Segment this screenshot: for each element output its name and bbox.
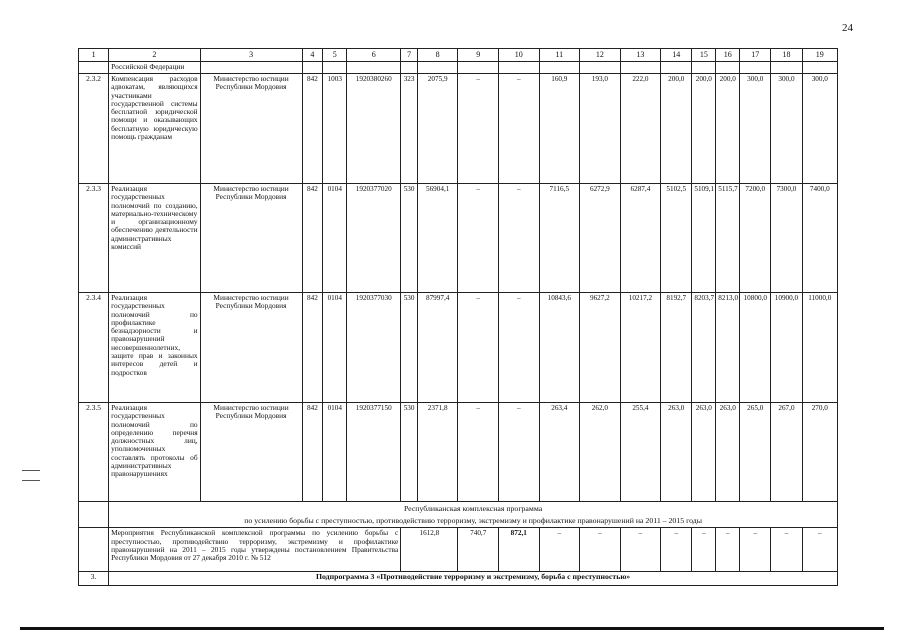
- cell-c11: 160,9: [539, 74, 580, 184]
- column-number: 2: [109, 49, 200, 62]
- cell-c5: 0104: [323, 403, 347, 502]
- cell-c7: 323: [401, 74, 418, 184]
- measures-dash: –: [740, 528, 771, 572]
- cell-c16: 8213,0: [716, 293, 740, 403]
- cell-c14: 8192,7: [661, 293, 692, 403]
- column-number: 8: [417, 49, 458, 62]
- cell-c17: 10800,0: [740, 293, 771, 403]
- budget-table: [78, 48, 838, 586]
- cell-c12: 193,0: [580, 74, 621, 184]
- cell-c11: 263,4: [539, 403, 580, 502]
- table-row: [79, 74, 838, 184]
- column-number: 16: [716, 49, 740, 62]
- cell-c15: 200,0: [692, 74, 716, 184]
- cell-c15: 263,0: [692, 403, 716, 502]
- cell-c16: 5115,7: [716, 184, 740, 293]
- program-title: [109, 502, 838, 528]
- column-number: 11: [539, 49, 580, 62]
- cell-c4: 842: [302, 403, 323, 502]
- column-number: 13: [620, 49, 661, 62]
- measure-name: Реализация государственных полномочий по определению перечня должностных лиц, уполномоченных составлять протоколы об административных правонарушениях: [109, 403, 200, 502]
- cell-c4: 842: [302, 184, 323, 293]
- cell-c14: 5102,5: [661, 184, 692, 293]
- measures-value: 872,1: [498, 528, 539, 572]
- cell-c17: 265,0: [740, 403, 771, 502]
- measures-value: 740,7: [458, 528, 499, 572]
- cell-c9: –: [458, 74, 499, 184]
- cell-c10: –: [498, 74, 539, 184]
- cell-c9: –: [458, 184, 499, 293]
- responsible-org: Министерство юстиции Республики Мордовия: [200, 184, 302, 293]
- column-number: 15: [692, 49, 716, 62]
- subprogram-title: Подпрограмма 3 «Противодействие терроризму и экстремизму, борьба с преступностью»: [109, 572, 838, 586]
- cell-c9: –: [458, 293, 499, 403]
- cell-c16: 263,0: [716, 403, 740, 502]
- table-row: [79, 293, 838, 403]
- measures-dash: –: [661, 528, 692, 572]
- cell-c10: –: [498, 293, 539, 403]
- carry-over-row: [79, 62, 838, 74]
- cell-c5: 0104: [323, 293, 347, 403]
- cell-c19: 7400,0: [802, 184, 837, 293]
- measures-total: 1612,8: [401, 528, 458, 572]
- column-number: 17: [740, 49, 771, 62]
- measures-dash: –: [620, 528, 661, 572]
- column-number: 4: [302, 49, 323, 62]
- cell-c5: 1003: [323, 74, 347, 184]
- column-number: 9: [458, 49, 499, 62]
- measure-name: Реализация государственных полномочий по профилактике безнадзорности и правонарушений несовершеннолетних, защите прав и законных интересов детей и подростков: [109, 293, 200, 403]
- row-number: 2.3.3: [79, 184, 109, 293]
- row-number: 2.3.2: [79, 74, 109, 184]
- margin-mark: [22, 480, 40, 481]
- cell-c11: 7116,5: [539, 184, 580, 293]
- row-number: 2.3.4: [79, 293, 109, 403]
- column-number: 5: [323, 49, 347, 62]
- responsible-org: Министерство юстиции Республики Мордовия: [200, 74, 302, 184]
- cell-c14: 263,0: [661, 403, 692, 502]
- cell-c7: 530: [401, 184, 418, 293]
- cell-c14: 200,0: [661, 74, 692, 184]
- measure-name: Реализация государственных полномочий по созданию, материально-техническому и организационному обеспечению деятельности административных комиссий: [109, 184, 200, 293]
- cell-c15: 8203,7: [692, 293, 716, 403]
- table-row: [79, 184, 838, 293]
- cell-c8: 2075,9: [417, 74, 458, 184]
- cell-c10: –: [498, 184, 539, 293]
- measure-name: Компенсация расходов адвокатам, являющихся участниками государственной системы бесплатной юридической помощи и оказывающих бесплатную юридическую помощь гражданам: [109, 74, 200, 184]
- cell-c18: 267,0: [771, 403, 802, 502]
- page-bottom-rule: [20, 627, 884, 630]
- cell-c8: 56904,1: [417, 184, 458, 293]
- cell-c18: 300,0: [771, 74, 802, 184]
- column-number: 6: [347, 49, 401, 62]
- cell-c17: 7200,0: [740, 184, 771, 293]
- page-number: 24: [842, 22, 853, 34]
- column-number: 3: [200, 49, 302, 62]
- column-number: 1: [79, 49, 109, 62]
- cell-c12: 6272,9: [580, 184, 621, 293]
- subprogram-row: [79, 572, 838, 586]
- carry-over-text: Российской Федерации: [109, 62, 200, 74]
- responsible-org: Министерство юстиции Республики Мордовия: [200, 403, 302, 502]
- cell-c19: 270,0: [802, 403, 837, 502]
- cell-c4: 842: [302, 74, 323, 184]
- cell-c18: 10900,0: [771, 293, 802, 403]
- cell-c12: 9627,2: [580, 293, 621, 403]
- cell-c13: 255,4: [620, 403, 661, 502]
- subprogram-number: 3.: [79, 572, 109, 586]
- cell-c12: 262,0: [580, 403, 621, 502]
- cell-c11: 10843,6: [539, 293, 580, 403]
- measures-dash: –: [771, 528, 802, 572]
- cell-c4: 842: [302, 293, 323, 403]
- program-title-line1: Республиканская комплексная программа: [403, 504, 543, 513]
- cell-c19: 300,0: [802, 74, 837, 184]
- column-number: 7: [401, 49, 418, 62]
- margin-mark: [22, 470, 40, 471]
- measures-row: [79, 528, 838, 572]
- cell-c8: 2371,8: [417, 403, 458, 502]
- cell-c7: 530: [401, 403, 418, 502]
- cell-c13: 10217,2: [620, 293, 661, 403]
- column-number: 19: [802, 49, 837, 62]
- cell-c7: 530: [401, 293, 418, 403]
- program-title-line2: по усилению борьбы с преступностью, противодействию терроризму, экстремизму и профилактике правонарушений на 2011 – 2015 годы: [244, 515, 702, 525]
- cell-c6: 1920380260: [347, 74, 401, 184]
- measures-dash: –: [716, 528, 740, 572]
- measures-dash: –: [580, 528, 621, 572]
- cell-c6: 1920377020: [347, 184, 401, 293]
- cell-c17: 300,0: [740, 74, 771, 184]
- cell-c13: 6287,4: [620, 184, 661, 293]
- cell-c6: 1920377150: [347, 403, 401, 502]
- column-number: 14: [661, 49, 692, 62]
- row-number: 2.3.5: [79, 403, 109, 502]
- cell-c19: 11000,0: [802, 293, 837, 403]
- cell-c9: –: [458, 403, 499, 502]
- column-number: 12: [580, 49, 621, 62]
- column-number: 10: [498, 49, 539, 62]
- column-number-row: [79, 49, 838, 62]
- cell-c5: 0104: [323, 184, 347, 293]
- cell-c10: –: [498, 403, 539, 502]
- program-title-row: [79, 502, 838, 528]
- cell-c13: 222,0: [620, 74, 661, 184]
- measures-dash: –: [692, 528, 716, 572]
- cell-c6: 1920377030: [347, 293, 401, 403]
- cell-c8: 87997,4: [417, 293, 458, 403]
- cell-c18: 7300,0: [771, 184, 802, 293]
- cell-c15: 5109,1: [692, 184, 716, 293]
- measures-text: Мероприятия Республиканской комплексной программы по усилению борьбы с преступностью, противодействию терроризму, экстремизму и профилактике правонарушений на 2011 – 2015 годы утверждены постановлением Правительства Республики Мордовия от 27 декабря 2010 г. № 512: [109, 528, 401, 572]
- responsible-org: Министерство юстиции Республики Мордовия: [200, 293, 302, 403]
- cell-c16: 200,0: [716, 74, 740, 184]
- measures-dash: –: [539, 528, 580, 572]
- column-number: 18: [771, 49, 802, 62]
- table-row: [79, 403, 838, 502]
- measures-dash: –: [802, 528, 837, 572]
